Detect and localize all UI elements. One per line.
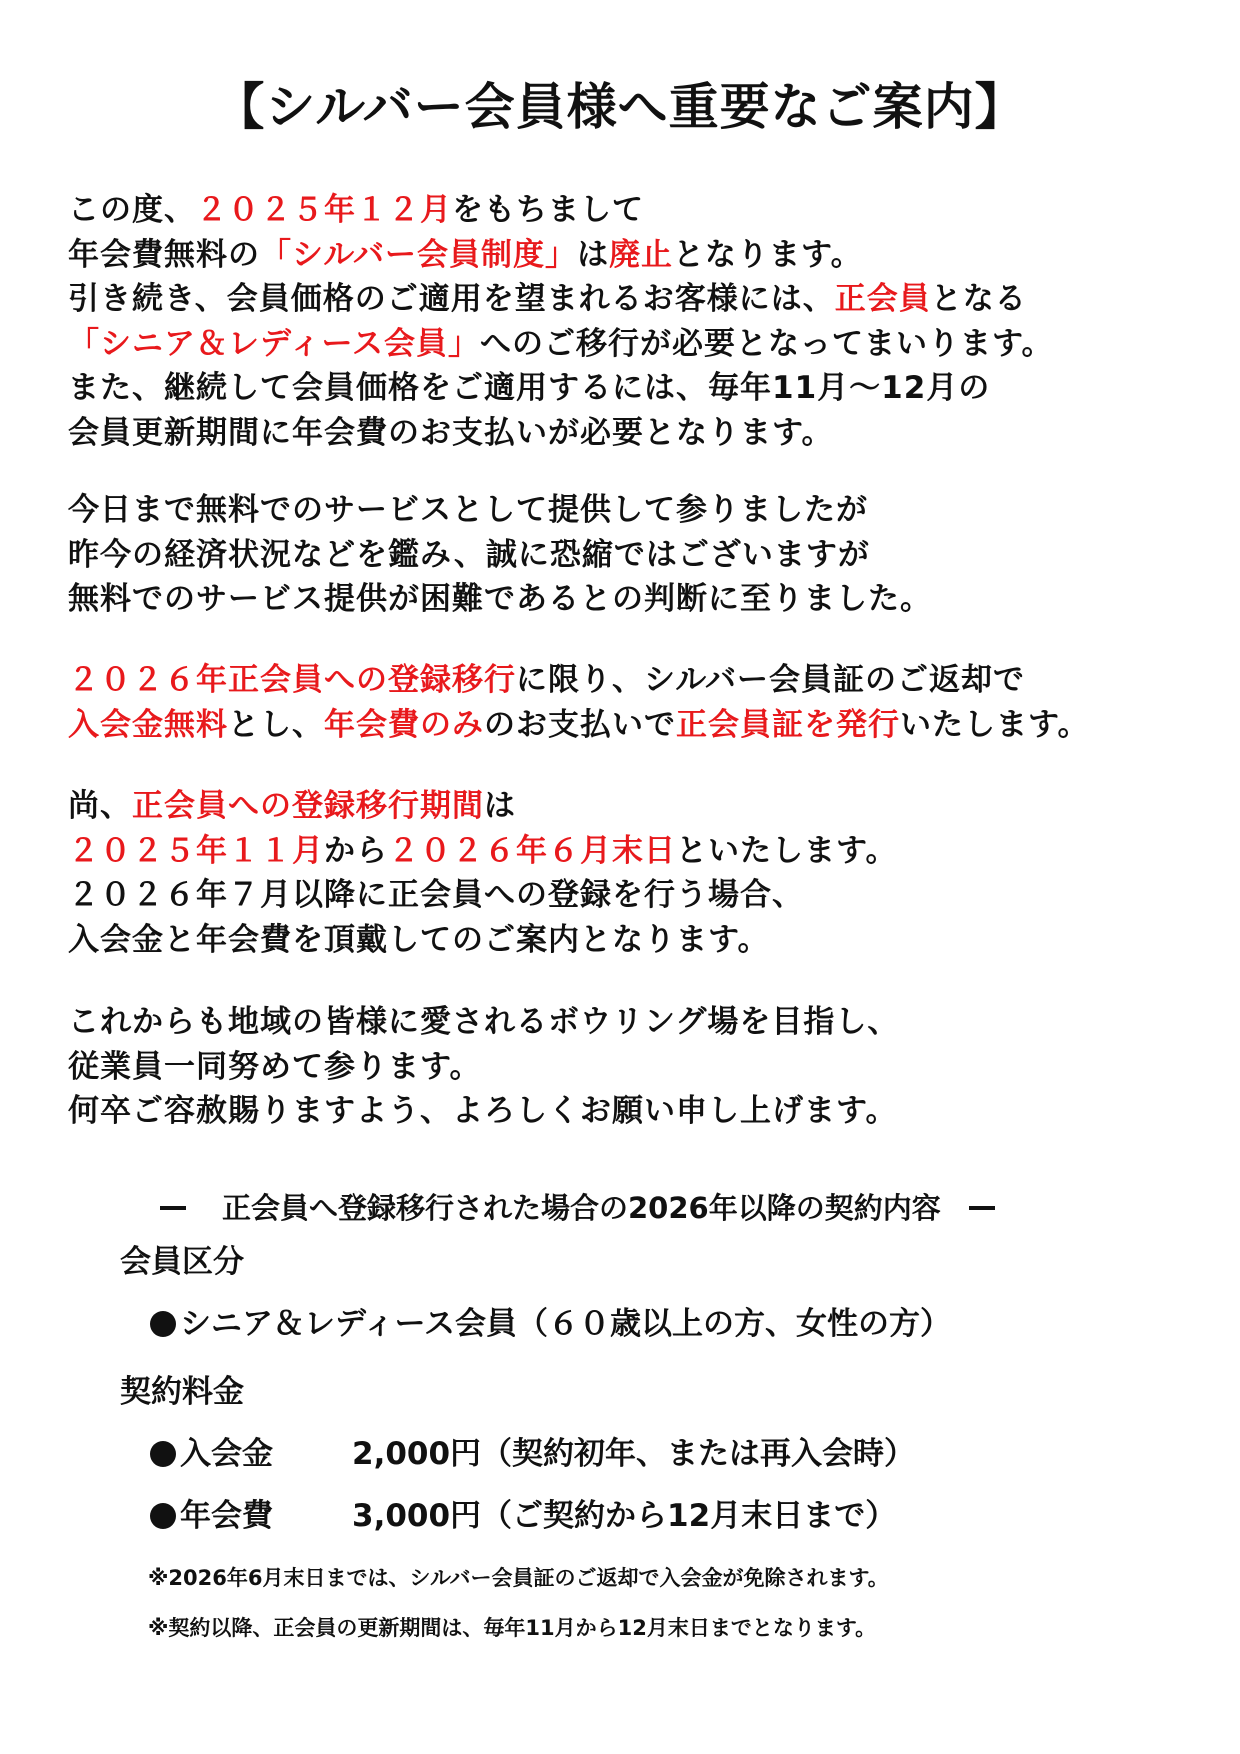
fee-row-annual — [150, 1494, 896, 1538]
body-text: となる — [930, 281, 1027, 317]
text-line — [68, 1000, 1208, 1045]
body-text: に限り、シルバー会員証のご返却で — [516, 662, 1026, 698]
highlighted-text: 「シルバー会員制度」 — [260, 236, 578, 273]
body-text: から — [324, 832, 388, 869]
text-line — [68, 577, 1208, 622]
text-line — [68, 658, 1208, 703]
text-line — [68, 1045, 1208, 1090]
body-text: へのご移行が必要となってまいります。 — [479, 325, 1054, 362]
text-line — [68, 233, 1208, 278]
body-text: 尚、 — [68, 788, 132, 824]
member-class-label: 会員区分 — [120, 1244, 244, 1280]
body-text: 引き続き、会員価格のご適用を望まれるお客様には、 — [68, 281, 835, 317]
highlighted-text: 正会員 — [834, 281, 931, 317]
fee-value: 2,000円（契約初年、または再入会時） — [352, 1436, 916, 1472]
body-text: は — [484, 788, 516, 824]
text-line — [68, 784, 1208, 829]
body-text: 何卒ご容赦賜りますよう、よろしくお願い申し上げます。 — [68, 1093, 898, 1129]
notice-paragraph-2 — [68, 488, 1208, 622]
highlighted-text: 廃止 — [609, 236, 674, 273]
contract-heading — [160, 1186, 1120, 1230]
member-class-item-text: シニア＆レディース会員（６０歳以上の方、女性の方） — [180, 1306, 951, 1342]
highlighted-text: 正会員への登録移行期間 — [132, 788, 484, 824]
bullet-icon — [150, 1441, 176, 1467]
body-text: をもちまして — [452, 192, 644, 228]
fee-row-entrance — [150, 1432, 915, 1476]
text-line — [68, 411, 1208, 456]
highlighted-text: 入会金無料 — [68, 706, 228, 743]
fee-name: 入会金 — [180, 1436, 273, 1472]
note-2: ※契約以降、正会員の更新期間は、毎年11月から12月末日までとなります。 — [148, 1616, 877, 1640]
body-text: 従業員一同努めて参ります。 — [68, 1048, 482, 1085]
notice-paragraph-4 — [68, 784, 1208, 962]
notice-paragraph-5 — [68, 1000, 1208, 1134]
text-line — [68, 188, 1208, 233]
highlighted-text: ２０２６年正会員への登録移行 — [68, 662, 516, 698]
fees-label: 契約料金 — [120, 1374, 244, 1410]
text-line — [68, 366, 1208, 411]
body-text: 今日まで無料でのサービスとして提供して参りましたが — [68, 492, 868, 528]
dash-right — [969, 1206, 995, 1210]
text-line — [68, 918, 1208, 963]
text-line — [68, 1089, 1208, 1134]
body-text: 年会費無料の — [68, 236, 260, 273]
body-text: 入会金と年会費を頂戴してのご案内となります。 — [68, 921, 770, 958]
member-class-item — [150, 1302, 951, 1346]
highlighted-text: ２０２５年１２月 — [196, 192, 452, 228]
text-line — [68, 322, 1208, 367]
bullet-icon — [150, 1503, 176, 1529]
body-text: 会員更新期間に年会費のお支払いが必要となります。 — [68, 414, 834, 451]
fee-name: 年会費 — [180, 1498, 273, 1534]
text-line — [68, 829, 1208, 874]
highlighted-text: ２０２６年６月末日 — [388, 832, 676, 869]
notice-paragraph-1 — [68, 188, 1208, 455]
body-text: とし、 — [228, 706, 324, 743]
bullet-icon — [150, 1311, 176, 1337]
body-text: ２０２６年７月以降に正会員への登録を行う場合、 — [68, 877, 804, 913]
text-line — [68, 533, 1208, 578]
text-line — [68, 488, 1208, 533]
dash-left — [160, 1206, 186, 1210]
fee-value: 3,000円（ご契約から12月末日まで） — [352, 1498, 897, 1534]
page-title: 【シルバー会員様へ重要なご案内】 — [214, 78, 1026, 136]
notice-paragraph-3 — [68, 658, 1208, 747]
text-line — [68, 873, 1208, 918]
body-text: といたします。 — [676, 832, 898, 869]
contract-heading-text: 正会員へ登録移行された場合の2026年以降の契約内容 — [222, 1191, 941, 1225]
body-text: いたします。 — [900, 706, 1090, 743]
highlighted-text: 「シニア＆レディース会員」 — [68, 325, 480, 362]
body-text: となります。 — [673, 236, 863, 273]
body-text: この度、 — [68, 192, 196, 228]
body-text: 昨今の経済状況などを鑑み、誠に恐縮ではございますが — [68, 536, 870, 573]
highlighted-text: ２０２５年１１月 — [68, 832, 324, 869]
body-text: 無料でのサービス提供が困難であるとの判断に至りました。 — [68, 581, 932, 617]
body-text: は — [577, 236, 610, 273]
highlighted-text: 正会員証を発行 — [676, 706, 900, 743]
note-1: ※2026年6月末日までは、シルバー会員証のご返却で入会金が免除されます。 — [148, 1566, 889, 1590]
text-line — [68, 703, 1208, 748]
text-line — [68, 277, 1208, 322]
highlighted-text: 年会費のみ — [324, 706, 484, 743]
body-text: これからも地域の皆様に愛されるボウリング場を目指し、 — [68, 1004, 900, 1040]
body-text: のお支払いで — [484, 706, 676, 743]
body-text: また、継続して会員価格をご適用するには、毎年11月～12月の — [68, 370, 991, 406]
